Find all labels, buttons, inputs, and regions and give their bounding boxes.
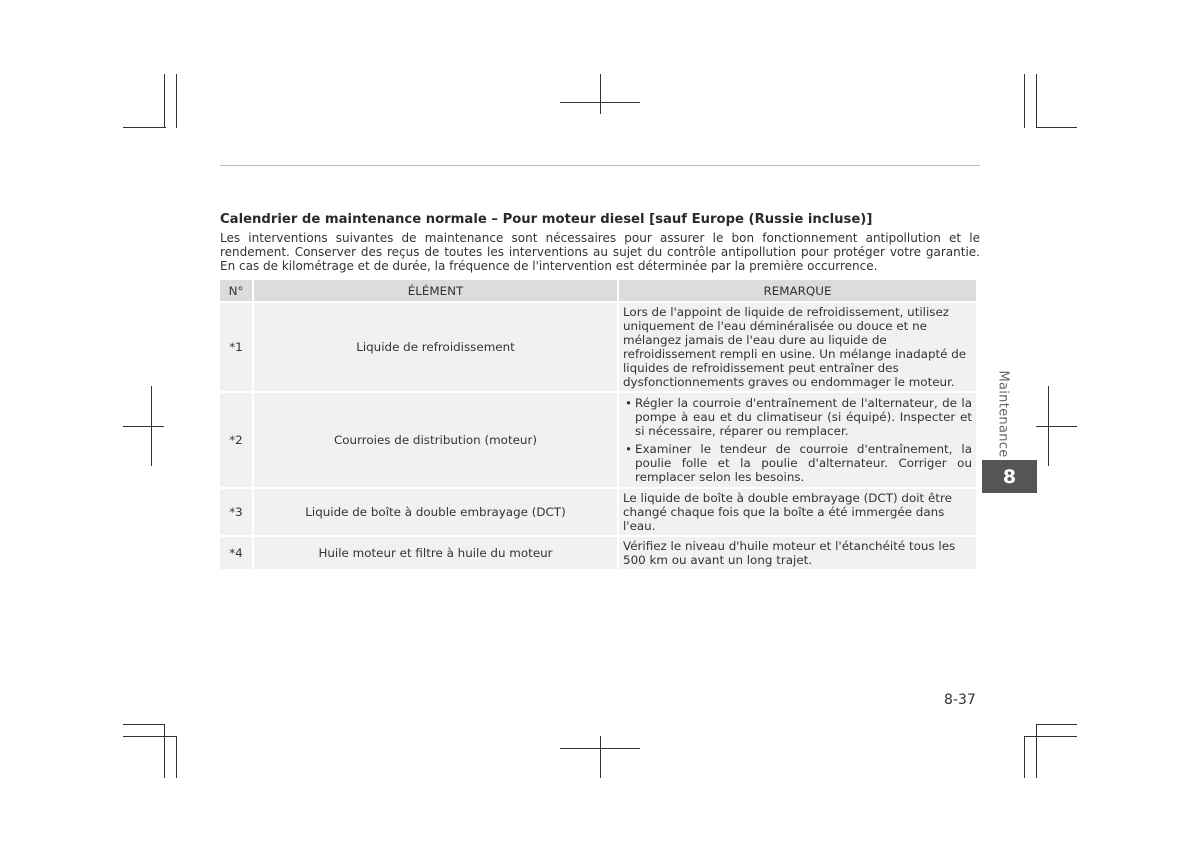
section-intro: Les interventions suivantes de maintenance sont nécessaires pour assurer le bon fonctionnement antipollution et le rendement. Conserver des reçus de toutes les interventions au sujet du contrôle antipollution pour protéger votre garantie. En cas de kilométrage et de durée, la fréquence de l'intervention est déterminée par la première occurrence. xyxy=(220,231,980,273)
row-num: *3 xyxy=(220,489,252,535)
crop-mark-line xyxy=(1024,736,1077,737)
crop-mark-line xyxy=(123,127,166,128)
table-row xyxy=(220,393,976,487)
crop-mark-line xyxy=(1036,74,1037,128)
table-row xyxy=(220,489,976,535)
row-remark: Vérifiez le niveau d'huile moteur et l'étanchéité tous les 500 km ou avant un long trajet. xyxy=(619,537,976,569)
header-item: ÉLÉMENT xyxy=(254,280,617,301)
row-remark: Le liquide de boîte à double embrayage (DCT) doit être changé chaque fois que la boîte a été immergée dans l'eau. xyxy=(619,489,976,535)
crop-mark-line xyxy=(164,724,165,778)
row-num: *4 xyxy=(220,537,252,569)
crop-mark-line xyxy=(176,736,177,778)
crop-mark-line xyxy=(1024,74,1025,128)
crop-mark-line xyxy=(1024,736,1025,778)
maintenance-table xyxy=(218,278,978,571)
table-row xyxy=(220,303,976,391)
crop-mark-line xyxy=(1036,127,1077,128)
chapter-label xyxy=(992,368,1014,460)
header-rule xyxy=(220,165,980,166)
crop-mark-line xyxy=(600,74,601,114)
row-remark xyxy=(619,393,976,487)
row-num: *2 xyxy=(220,393,252,487)
header-num: N° xyxy=(220,280,252,301)
row-item: Courroies de distribution (moteur) xyxy=(254,393,617,487)
crop-mark-line xyxy=(1048,386,1049,466)
chapter-label-text: Maintenance xyxy=(995,370,1011,458)
crop-mark-line xyxy=(151,386,152,466)
remark-bullet: • Examiner le tendeur de courroie d'entraînement, la poulie folle et la poulie d'alternateur. Corriger ou remplacer selon les besoins. xyxy=(623,442,972,484)
chapter-tab: 8 xyxy=(982,460,1037,493)
crop-mark-line xyxy=(123,736,176,737)
crop-mark-line xyxy=(600,736,601,778)
crop-mark-line xyxy=(123,724,164,725)
table-row xyxy=(220,537,976,569)
crop-mark-line xyxy=(164,74,165,128)
crop-mark-line xyxy=(176,74,177,128)
row-remark: Lors de l'appoint de liquide de refroidissement, utilisez uniquement de l'eau déminéralisée ou douce et ne mélangez jamais de l'eau dure au liquide de refroidissement rempli en usine. Un mélange inadapté de liquides de refroidissement peut entraîner des dysfonctionnements graves ou endommager le moteur. xyxy=(619,303,976,391)
row-item: Liquide de boîte à double embrayage (DCT) xyxy=(254,489,617,535)
crop-mark-line xyxy=(1036,426,1077,427)
crop-mark-line xyxy=(1036,724,1077,725)
row-item: Huile moteur et filtre à huile du moteur xyxy=(254,537,617,569)
page-number: 8-37 xyxy=(944,692,976,708)
row-item: Liquide de refroidissement xyxy=(254,303,617,391)
crop-mark-line xyxy=(123,426,164,427)
crop-mark-line xyxy=(1036,724,1037,778)
section-title: Calendrier de maintenance normale – Pour moteur diesel [sauf Europe (Russie incluse)] xyxy=(220,212,873,227)
header-remark: REMARQUE xyxy=(619,280,976,301)
row-num: *1 xyxy=(220,303,252,391)
remark-bullet: • Régler la courroie d'entraînement de l'alternateur, de la pompe à eau et du climatiseur (si équipé). Inspecter et si nécessaire, réparer ou remplacer. xyxy=(623,396,972,438)
table-header-row xyxy=(220,280,976,301)
